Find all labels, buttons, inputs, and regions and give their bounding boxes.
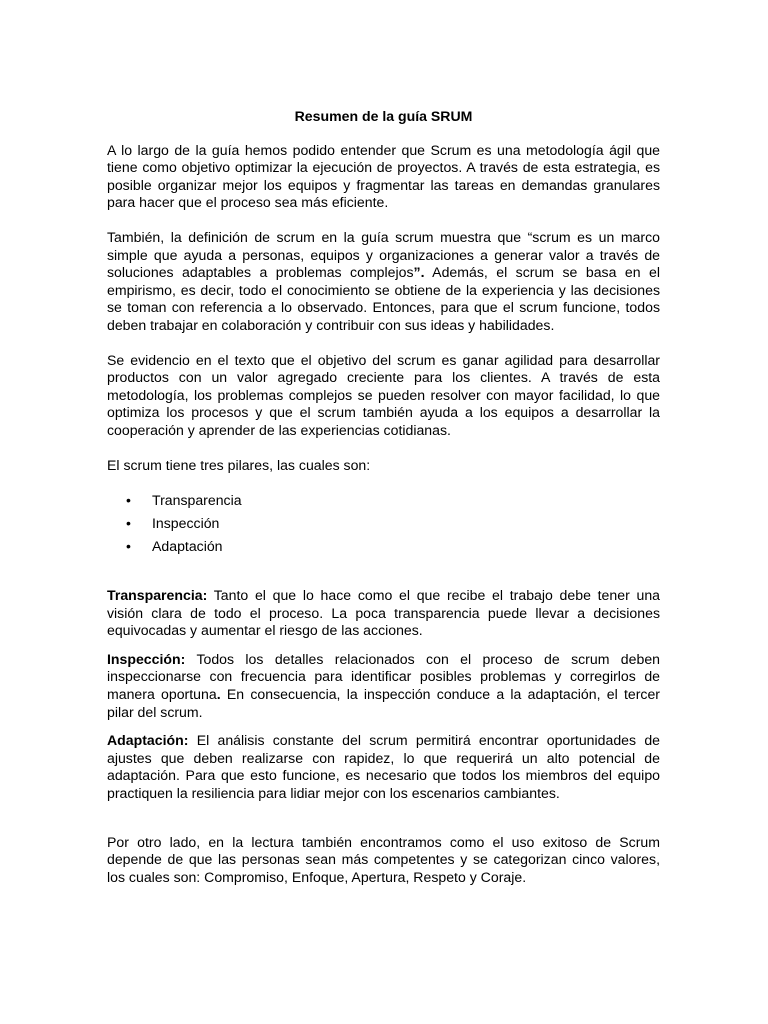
paragraph-adaptacion xyxy=(107,732,660,802)
list-item xyxy=(126,515,660,533)
inspeccion-period: . xyxy=(216,686,221,703)
definition-quote-close: ”. xyxy=(413,264,425,281)
pillars-list xyxy=(107,492,660,556)
transparencia-text: Tanto el que lo hace como el que recibe el trabajo debe tener una visión clara de todo el proceso. La poca transparencia puede llevar a decisiones equivocadas y aumentar el riesgo de las acciones. xyxy=(107,587,660,639)
paragraph-inspeccion xyxy=(107,651,660,721)
bullet-icon: • xyxy=(126,538,131,555)
adaptacion-text: El análisis constante del scrum permitirá encontrar oportunidades de ajustes que deben realizarse con rapidez, lo que requerirá un alto potencial de adaptación. Para que esto funcione, es necesario que todos los miembros del equipo practiquen la resiliencia para lidiar mejor con los escenarios cambiantes. xyxy=(107,732,660,801)
pillar-label: Adaptación xyxy=(152,538,223,555)
definition-text-2: Además, el scrum se basa en el empirismo, es decir, todo el conocimiento se obtiene de la experiencia y las decisiones se toman con referencia a lo observado. Entonces, para que el scrum funcione, todos deben trabajar en colaboración y contribuir con sus ideas y habilidades. xyxy=(107,264,661,333)
document-title: Resumen de la guía SRUM xyxy=(294,108,473,124)
transparencia-label: Transparencia: xyxy=(107,587,208,604)
pillars-intro: El scrum tiene tres pilares, las cuales son: xyxy=(107,456,371,473)
paragraph-objective: Se evidencio en el texto que el objetivo del scrum es ganar agilidad para desarrollar productos con un valor agregado creciente para los clientes. A través de esta metodología, los problemas complejos se pueden resolver con mayor facilidad, lo que optimiza los procesos y que el scrum también ayuda a los equipos a desarrollar la cooperación y aprender de las experiencias cotidianas. xyxy=(107,351,660,438)
adaptacion-label: Adaptación: xyxy=(107,732,189,749)
paragraph-intro: A lo largo de la guía hemos podido entender que Scrum es una metodología ágil que tiene como objetivo optimizar la ejecución de proyectos. A través de esta estrategia, es posible organizar mejor los equipos y fragmentar las tareas en demandas granulares para hacer que el proceso sea más eficiente. xyxy=(107,141,660,211)
bullet-icon: • xyxy=(126,492,131,509)
pillar-label: Transparencia xyxy=(152,492,242,509)
paragraph-values: Por otro lado, en la lectura también encontramos como el uso exitoso de Scrum depende de que las personas sean más competentes y se categorizan cinco valores, los cuales son: Compromiso, Enfoque, Apertura, Respeto y Coraje. xyxy=(107,833,660,885)
inspeccion-text-1: Todos los detalles relacionados con el proceso de scrum deben inspeccionarse con frecuencia para identificar posibles problemas y corregirlos de manera oportuna xyxy=(107,650,660,703)
document-page xyxy=(107,108,660,886)
definition-text-1: También, la definición de scrum en la guía scrum muestra que “scrum es un marco simple que ayuda a personas, equipos y organizaciones a generar valor a través de soluciones adaptables a problemas complejos xyxy=(107,228,660,281)
paragraph-transparencia xyxy=(107,587,660,640)
inspeccion-label: Inspección: xyxy=(107,650,186,667)
bullet-icon: • xyxy=(126,515,131,532)
list-item xyxy=(126,538,660,556)
paragraph-definition xyxy=(107,229,660,335)
list-item xyxy=(126,492,660,510)
inspeccion-text-2: En consecuencia, la inspección conduce a la adaptación, el tercer pilar del scrum. xyxy=(107,686,661,720)
pillar-label: Inspección xyxy=(152,515,220,532)
